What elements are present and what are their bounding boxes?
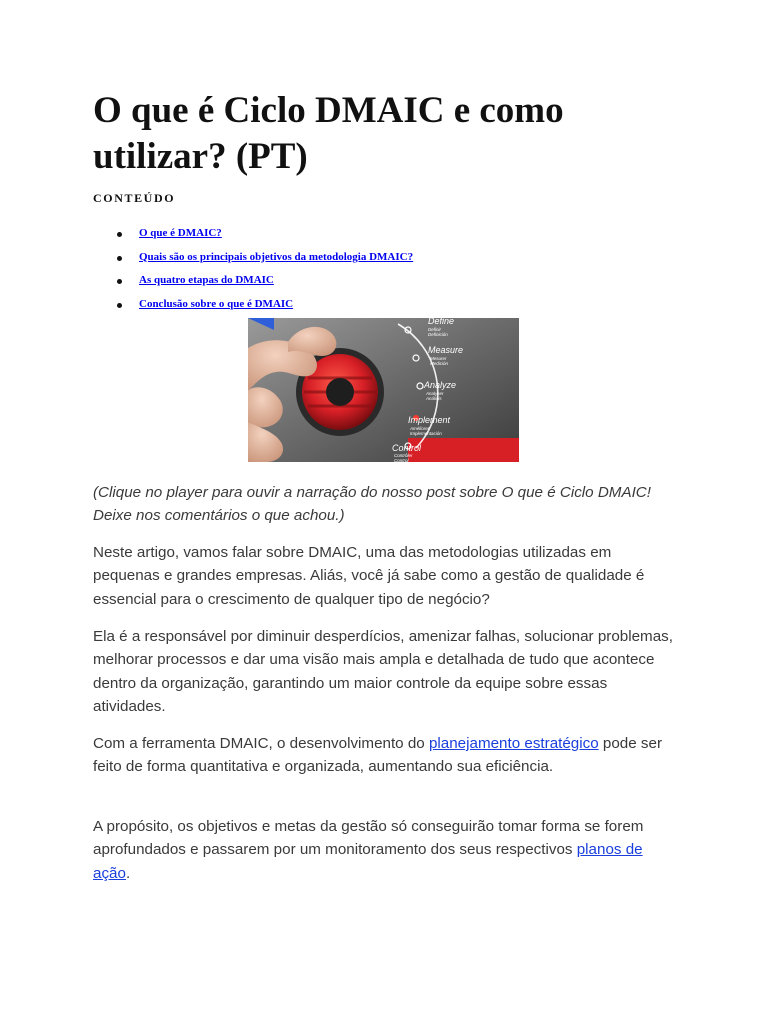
toc-link-conclusao[interactable]: Conclusão sobre o que é DMAIC (139, 298, 294, 311)
svg-text:Definir: Definir (428, 327, 442, 332)
link-planos-de-acao[interactable]: planos de ação (93, 841, 643, 882)
paragraph-objectives (93, 815, 678, 885)
label-analyze: Analyze (424, 380, 457, 390)
svg-text:Definición: Definición (428, 332, 448, 337)
toc-link-o-que-e-dmaic[interactable]: O que é DMAIC? (139, 227, 222, 239)
toc-link-objetivos[interactable]: Quais são os principais objetivos da metodologia DMAIC? (139, 250, 414, 263)
toc-item (93, 222, 413, 246)
toc-heading: CONTEÚDO (93, 191, 176, 205)
planning-text-after: pode ser feito de forma quantitativa e organizada, aumentando sua eficiência. (93, 735, 662, 776)
toc-item (93, 293, 413, 317)
objectives-text-before: A propósito, os objetivos e metas da gestão só conseguirão tomar forma se forem aprofundados e passarem por um monitoramento dos seus respectivos (93, 818, 644, 859)
paragraph-planning (93, 732, 678, 779)
label-measure: Measure (428, 345, 464, 355)
paragraph-intro: Neste artigo, vamos falar sobre DMAIC, uma das metodologias utilizadas em pequenas e grandes empresas. Aliás, você já sabe como a gestão de qualidade é essencial para o crescimento de qualquer tipo de negócio? (93, 544, 645, 608)
objectives-text-after: . (125, 864, 131, 882)
svg-text:Medición: Medición (430, 361, 449, 366)
svg-text:Control: Control (394, 458, 409, 462)
label-define: Define (428, 318, 455, 326)
article-title: O que é Ciclo DMAIC e como utilizar? (PT) (93, 90, 564, 177)
svg-text:Contrôler: Contrôler (394, 453, 413, 458)
red-band (408, 438, 519, 462)
label-implement: Implement (408, 415, 451, 425)
dmaic-knob-image (248, 318, 519, 462)
toc-item (93, 269, 413, 293)
svg-text:Implementación: Implementación (410, 431, 442, 436)
table-of-contents (93, 222, 413, 317)
toc-item (93, 246, 413, 270)
paragraph-responsibilities: Ela é a responsável por diminuir desperdícios, amenizar falhas, solucionar problemas, melhorar processos e dar uma visão mais ampla e detalhada de tudo que acontece dentro da organização, garantindo um maior controle da equipe sobre essas atividades. (93, 628, 673, 716)
audio-note: (Clique no player para ouvir a narração do nosso post sobre O que é Ciclo DMAIC! Deixe nos comentários o que achou.) (93, 484, 651, 525)
svg-text:Améliorer: Améliorer (410, 426, 430, 431)
label-control: Control (392, 443, 422, 453)
svg-text:Analyser: Analyser (426, 391, 444, 396)
toc-link-quatro-etapas[interactable]: As quatro etapas do DMAIC (139, 274, 274, 287)
planning-text-before: Com a ferramenta DMAIC, o desenvolvimento do (93, 735, 429, 752)
svg-text:Análisis: Análisis (426, 396, 442, 401)
svg-text:Mesurer: Mesurer (430, 356, 447, 361)
link-planejamento-estrategico[interactable]: planejamento estratégico (428, 735, 599, 752)
